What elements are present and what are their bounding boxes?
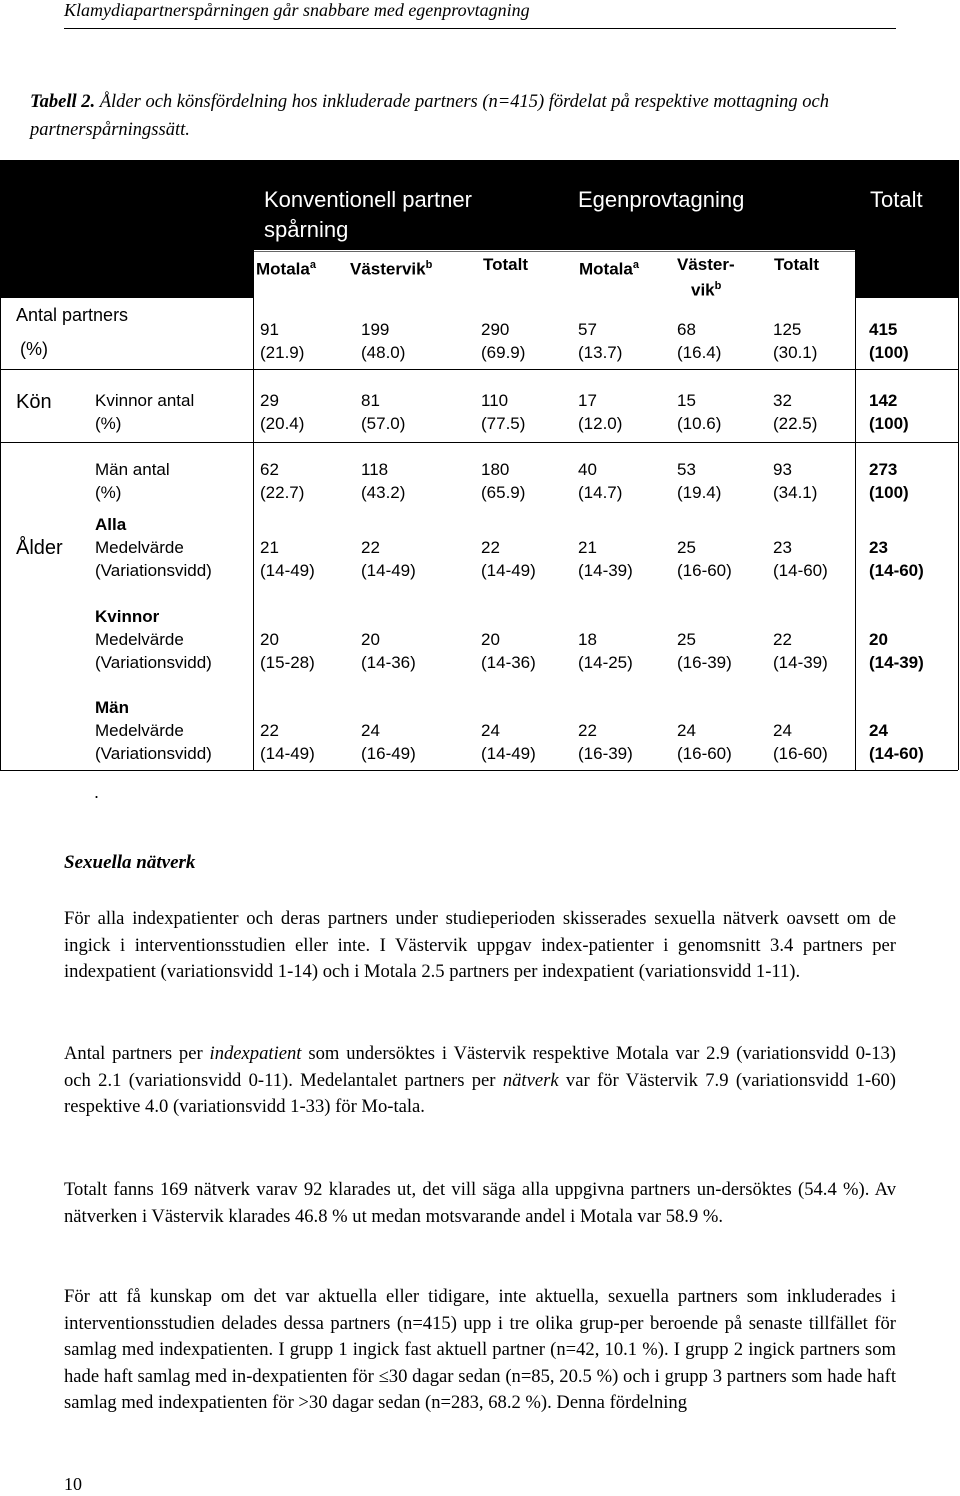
cell-alder-man-c3-value: 24 (481, 721, 500, 740)
cell-alder-man-c2-value: 24 (361, 721, 380, 740)
cell-alder-alla-c4-detail: (14-39) (578, 561, 633, 580)
label-kon: Kön (16, 391, 52, 413)
cell-man-c3-detail: (65.9) (481, 483, 526, 502)
label-antal-partners: Antal partners (16, 305, 129, 325)
row-divider-2 (0, 442, 958, 443)
label-kvinnor: Kvinnor (95, 607, 160, 626)
cell-man-c1-value: 62 (260, 460, 279, 479)
cell-antal-c1-detail: (21.9) (260, 343, 305, 362)
header-total-block (855, 160, 958, 298)
cell-kvinnor-c1-value: 29 (260, 391, 279, 410)
page-number: 10 (64, 1474, 82, 1494)
paragraph-2: Antal partners per indexpatient som undersöktes i Västervik respektive Motala var 2.9 (variationsvidd 0-13) och 2.1 (variationsvidd 0-11). Medelantalet partners per nätverk var för Västervik 7.9 (variationsvidd 1-60) respektive 4.0 (variationsvidd 1-33) för Mo-tala. (64, 1043, 896, 1117)
cell-alder-kvinnor-c1-value: 20 (260, 630, 279, 649)
cell-alder-kvinnor-c7-detail: (14-39) (869, 653, 924, 672)
table-right-border (958, 160, 959, 770)
cell-man-c6-value: 93 (773, 460, 792, 479)
caption-label: Tabell 2. (30, 92, 96, 112)
table-left-border (0, 160, 1, 770)
cell-alder-kvinnor-c3-value: 20 (481, 630, 500, 649)
cell-antal-c2-value: 199 (361, 320, 390, 339)
cell-alder-kvinnor-c2-value: 20 (361, 630, 380, 649)
cell-kvinnor-c2-value: 81 (361, 391, 380, 410)
label-antal-percent: (%) (20, 339, 48, 359)
running-header: Klamydiapartnerspårningen går snabbare med egenprovtagning (64, 0, 530, 20)
cell-alder-alla-c5-detail: (16-60) (677, 561, 732, 580)
cell-antal-c7-detail: (100) (869, 343, 909, 362)
table-bottom-line (0, 770, 958, 771)
cell-antal-c7-value: 415 (869, 320, 898, 339)
cell-alder-kvinnor-c7-value: 20 (869, 630, 888, 649)
cell-alder-kvinnor-c5-value: 25 (677, 630, 696, 649)
cell-alder-alla-c6-value: 23 (773, 538, 792, 557)
cell-antal-c3-detail: (69.9) (481, 343, 526, 362)
cell-man-c5-value: 53 (677, 460, 696, 479)
subheader-totalt-2: Totalt (774, 255, 820, 274)
cell-kvinnor-c4-value: 17 (578, 391, 597, 410)
cell-man-c7-detail: (100) (869, 483, 909, 502)
cell-kvinnor-c5-value: 15 (677, 391, 696, 410)
cell-alder-alla-c6-detail: (14-60) (773, 561, 828, 580)
subheader-divider (253, 251, 855, 252)
subheader-vastervik-2-l2: vik$^b$ (691, 280, 722, 300)
cell-alder-kvinnor-c4-detail: (14-25) (578, 653, 633, 672)
label-man-medel: Medelvärde (95, 721, 184, 740)
subheader-vastervik-2-l1: Väster- (677, 255, 735, 274)
caption-text: Ålder och könsfördelning hos inkluderade partners (n=415) fördelat på respektive mottagning och partnerspårningssätt. (30, 92, 829, 140)
label-stray-dot: . (94, 782, 100, 802)
cell-alder-man-c5-value: 24 (677, 721, 696, 740)
cell-kvinnor-c7-detail: (100) (869, 414, 909, 433)
label-alla-medel: Medelvärde (95, 538, 184, 557)
label-man-antal-percent: (%) (95, 483, 122, 502)
cell-antal-c3-value: 290 (481, 320, 510, 339)
cell-kvinnor-c3-detail: (77.5) (481, 414, 526, 433)
cell-man-c2-detail: (43.2) (361, 483, 406, 502)
table-caption (30, 88, 900, 144)
label-man-variation: (Variationsvidd) (95, 744, 212, 763)
cell-alder-man-c5-detail: (16-60) (677, 744, 732, 763)
cell-man-c3-value: 180 (481, 460, 510, 479)
cell-antal-c6-value: 125 (773, 320, 802, 339)
cell-kvinnor-c6-value: 32 (773, 391, 792, 410)
cell-alder-man-c4-detail: (16-39) (578, 744, 633, 763)
row-divider-1 (0, 369, 958, 370)
cell-kvinnor-c6-detail: (22.5) (773, 414, 818, 433)
cell-kvinnor-c7-value: 142 (869, 391, 898, 410)
cell-man-c6-detail: (34.1) (773, 483, 818, 502)
col-divider-data (253, 160, 254, 770)
cell-alder-man-c6-value: 24 (773, 721, 792, 740)
header-rule (64, 28, 896, 29)
paragraph-3: Totalt fanns 169 nätverk varav 92 klarades ut, det vill säga alla uppgivna partners un-dersöktes (54.4 %). Av nätverken i Västervik klarades 46.8 % ut medan motsvarande andel i Motala var 58.9 %. (64, 1179, 896, 1227)
label-alder: Ålder (16, 537, 63, 559)
cell-alder-alla-c5-value: 25 (677, 538, 696, 557)
section-heading: Sexuella nätverk (64, 852, 196, 873)
cell-antal-c5-detail: (16.4) (677, 343, 722, 362)
cell-alder-alla-c2-value: 22 (361, 538, 380, 557)
cell-antal-c4-detail: (13.7) (578, 343, 623, 362)
cell-alder-alla-c1-detail: (14-49) (260, 561, 315, 580)
cell-man-c7-value: 273 (869, 460, 898, 479)
cell-alder-kvinnor-c1-detail: (15-28) (260, 653, 315, 672)
cell-man-c2-value: 118 (361, 460, 389, 479)
cell-alder-alla-c3-value: 22 (481, 538, 500, 557)
cell-alder-kvinnor-c4-value: 18 (578, 630, 597, 649)
header-corner-block (0, 160, 253, 298)
label-alla-variation: (Variationsvidd) (95, 561, 212, 580)
subheader-motala-1: Motala$^a$ (256, 259, 316, 279)
header-conventional-l1: Konventionell partner (264, 187, 472, 212)
label-man: Män (95, 698, 129, 717)
cell-alder-alla-c2-detail: (14-49) (361, 561, 416, 580)
subheader-vastervik-1: Västervik$^b$ (350, 259, 433, 279)
cell-antal-c2-detail: (48.0) (361, 343, 406, 362)
cell-alder-man-c7-value: 24 (869, 721, 888, 740)
header-total: Totalt (870, 187, 923, 212)
cell-alder-alla-c3-detail: (14-49) (481, 561, 536, 580)
label-man-antal: Män antal (95, 460, 170, 479)
cell-alder-alla-c7-value: 23 (869, 538, 888, 557)
cell-kvinnor-c2-detail: (57.0) (361, 414, 406, 433)
cell-alder-man-c2-detail: (16-49) (361, 744, 416, 763)
subheader-motala-2: Motala$^a$ (579, 259, 639, 279)
cell-kvinnor-c3-value: 110 (481, 391, 509, 410)
label-kvinnor-antal: Kvinnor antal (95, 391, 195, 410)
cell-alder-alla-c4-value: 21 (578, 538, 597, 557)
label-kvinnor-antal-percent: (%) (95, 414, 122, 433)
cell-alder-man-c4-value: 22 (578, 721, 597, 740)
cell-alder-kvinnor-c3-detail: (14-36) (481, 653, 536, 672)
cell-antal-c6-detail: (30.1) (773, 343, 818, 362)
header-conventional-l2: spårning (264, 217, 349, 242)
cell-alder-man-c7-detail: (14-60) (869, 744, 924, 763)
cell-man-c4-detail: (14.7) (578, 483, 623, 502)
cell-antal-c1-value: 91 (260, 320, 279, 339)
cell-alder-man-c6-detail: (16-60) (773, 744, 828, 763)
cell-man-c1-detail: (22.7) (260, 483, 305, 502)
cell-antal-c5-value: 68 (677, 320, 696, 339)
cell-alder-kvinnor-c6-value: 22 (773, 630, 792, 649)
cell-alder-kvinnor-c2-detail: (14-36) (361, 653, 416, 672)
label-kvinnor-medel: Medelvärde (95, 630, 184, 649)
cell-alder-kvinnor-c6-detail: (14-39) (773, 653, 828, 672)
cell-alder-man-c1-detail: (14-49) (260, 744, 315, 763)
cell-antal-c4-value: 57 (578, 320, 597, 339)
cell-alder-kvinnor-c5-detail: (16-39) (677, 653, 732, 672)
label-kvinnor-variation: (Variationsvidd) (95, 653, 212, 672)
paragraph-4: För att få kunskap om det var aktuella eller tidigare, inte aktuella, sexuella partners som inkluderades i interventionsstudien delades dessa partners (n=415) upp i tre olika grup-per beroende på senaste tillfället för samlag med indexpatienten. I grupp 1 ingick fast aktuell partner (n=42, 10.1 %). I grupp 2 ingick partners som hade haft samlag med in-dexpatienten för ≤30 dagar sedan (n=85, 20.5 %) och i grupp 3 partners som hade haft samlag med indexpatienten för >30 dagar sedan (n=283, 68.2 %). Denna fördelning (64, 1286, 896, 1413)
cell-man-c5-detail: (19.4) (677, 483, 722, 502)
header-self-sampling: Egenprovtagning (578, 187, 745, 212)
cell-alder-alla-c7-detail: (14-60) (869, 561, 924, 580)
col-divider-total (855, 160, 856, 770)
label-alla: Alla (95, 515, 127, 534)
cell-kvinnor-c4-detail: (12.0) (578, 414, 623, 433)
cell-kvinnor-c5-detail: (10.6) (677, 414, 722, 433)
paragraph-1: För alla indexpatienter och deras partners under studieperioden skisserades sexuella nätverk oavsett om de ingick i interventionsstudien eller inte. I Västervik uppgav index-patienter i genomsnitt 3.4 partners per indexpatient (variationsvidd 1-14) och i Motala 2.5 partners per indexpatient (variationsvidd 1-11). (64, 908, 896, 982)
cell-alder-man-c3-detail: (14-49) (481, 744, 536, 763)
cell-kvinnor-c1-detail: (20.4) (260, 414, 305, 433)
cell-alder-alla-c1-value: 21 (260, 538, 279, 557)
cell-alder-man-c1-value: 22 (260, 721, 279, 740)
subheader-totalt-1: Totalt (483, 255, 529, 274)
cell-man-c4-value: 40 (578, 460, 597, 479)
